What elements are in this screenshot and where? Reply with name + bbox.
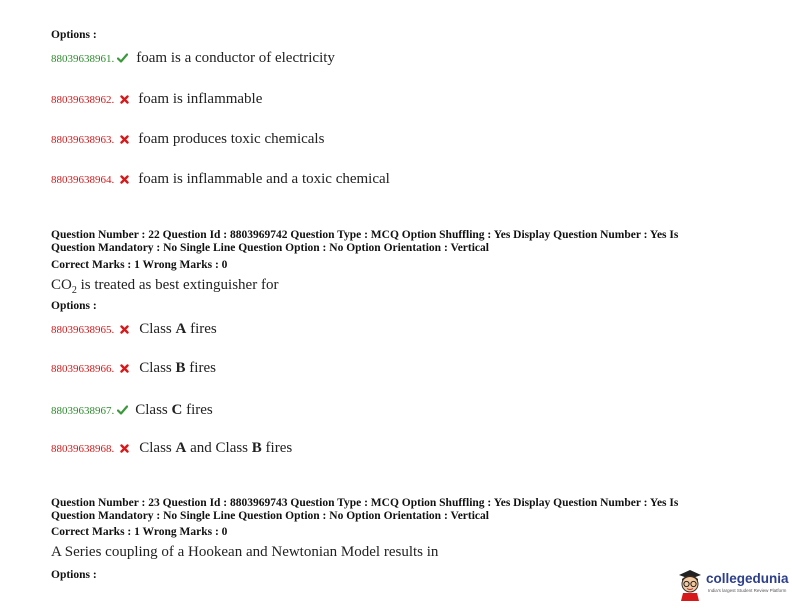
option-id: 88039638968. xyxy=(51,443,115,455)
option-row xyxy=(51,90,262,109)
option-text: Class A fires xyxy=(139,321,217,337)
cross-icon xyxy=(120,321,129,339)
option-text: Class A and Class B fires xyxy=(139,440,293,456)
cross-icon xyxy=(120,91,129,109)
question-marks: Correct Marks : 1 Wrong Marks : 0 xyxy=(51,526,228,538)
option-row xyxy=(51,359,216,378)
options-label: Options : xyxy=(51,29,97,41)
option-id: 88039638962. xyxy=(51,94,115,106)
option-row xyxy=(51,320,217,339)
collegedunia-logo[interactable] xyxy=(676,565,788,605)
question-marks: Correct Marks : 1 Wrong Marks : 0 xyxy=(51,259,228,271)
question-meta-line: Question Number : 23 Question Id : 8803969743 Question Type : MCQ Option Shuffling : Yes Display Question Number : Yes Is xyxy=(51,497,679,509)
option-text: foam is inflammable and a toxic chemical xyxy=(138,171,390,187)
logo-tagline: India's largest Student Review Platform xyxy=(708,588,787,593)
check-icon xyxy=(117,402,128,420)
option-id: 88039638964. xyxy=(51,174,115,186)
options-label: Options : xyxy=(51,300,97,312)
check-icon xyxy=(117,50,128,68)
option-row xyxy=(51,170,390,189)
subscript: 2 xyxy=(71,285,77,296)
question-text xyxy=(51,277,278,296)
option-text: foam is inflammable xyxy=(138,91,263,107)
option-id: 88039638966. xyxy=(51,363,115,375)
option-text: foam is a conductor of electricity xyxy=(136,50,335,66)
cross-icon xyxy=(120,360,129,378)
question-text: A Series coupling of a Hookean and Newtonian Model results in xyxy=(51,544,439,560)
question-text-part: is treated as best extinguisher for xyxy=(76,277,279,293)
option-text: Class B fires xyxy=(139,360,216,376)
question-meta-line: Question Number : 22 Question Id : 8803969742 Question Type : MCQ Option Shuffling : Yes Display Question Number : Yes Is xyxy=(51,229,679,241)
cross-icon xyxy=(120,131,129,149)
question-meta-line: Question Mandatory : No Single Line Question Option : No Option Orientation : Vertical xyxy=(51,242,489,254)
question-text-part: CO xyxy=(51,277,72,293)
logo-wordmark: collegedunia xyxy=(706,571,789,586)
options-label: Options : xyxy=(51,569,97,581)
option-row xyxy=(51,439,292,458)
option-id: 88039638961. xyxy=(51,53,115,65)
question-meta-line: Question Mandatory : No Single Line Question Option : No Option Orientation : Vertical xyxy=(51,510,489,522)
option-id: 88039638967. xyxy=(51,405,115,417)
option-row xyxy=(51,130,324,149)
option-row xyxy=(51,401,213,420)
cross-icon xyxy=(120,171,129,189)
option-id: 88039638965. xyxy=(51,324,115,336)
option-row xyxy=(51,49,335,68)
option-text: Class C fires xyxy=(135,402,213,418)
option-id: 88039638963. xyxy=(51,134,115,146)
cross-icon xyxy=(120,440,129,458)
mascot-icon xyxy=(676,567,704,606)
option-text: foam produces toxic chemicals xyxy=(138,131,325,147)
